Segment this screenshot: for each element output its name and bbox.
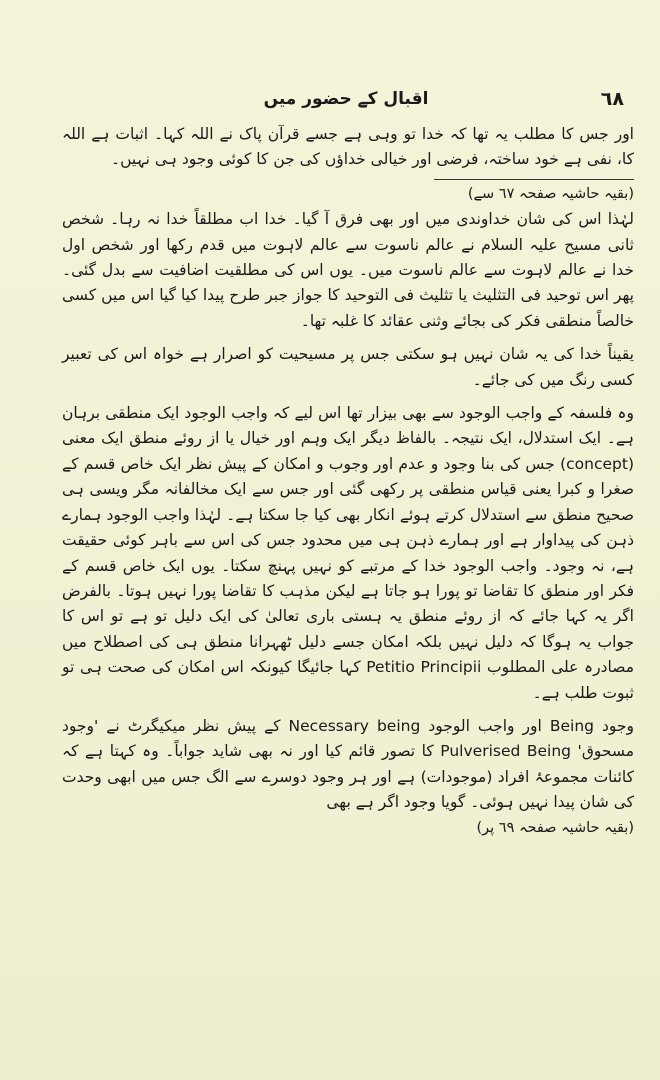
- footnote-paragraph: یقیناً خدا کی یہ شان نہیں ہو سکتی جس پر مسیحیت کو اصرار ہے خواہ اس کی تعبیر کسی رنگ میں کی جائے۔: [62, 345, 634, 389]
- page-header: [60, 88, 632, 118]
- footnote-paragraph: وجود Being اور واجب الوجود Necessary being کے پیش نظر میکیگرٹ نے 'وجود مسحوق' Pulverised Being کا تصور قائم کیا اور نہ بھی شاید جواباً۔ وہ کہتا ہے کہ کائنات مجموعۂ افراد (موجودات) ہے اور ہر وجود دوسرے سے الگ جس میں ابھی وحدت کی شان پیدا نہیں ہوئی۔ گویا وجود اگر ہے بھی: [62, 716, 634, 812]
- footnote-paragraph: لہٰذا اس کی شان خداوندی میں اور بھی فرق آ گیا۔ خدا اب مطلقاً خدا نہ رہا۔ شخص ثانی مسیح علیہ السلام نے عالم ناسوت سے عالم لاہوت میں قدم رکھا اور شخص اول خدا نے عالم لاہوت سے عالم ناسوت میں۔ یوں اس کی مطلقیت اضافیت سے بدل گئی۔ پھر اس توحید فی التثلیث یا تثلیث فی التوحید کا جواز جبر طرح پیدا کیا گیا اس میں کسی خالصاً منطقی فکر کی بجائے وثنی عقائد کا غلبہ تھا۔: [62, 210, 634, 330]
- page-number: ٦٨: [600, 88, 624, 110]
- running-title: اقبال کے حضور میں: [263, 89, 429, 109]
- footnote-continued-label: (بقیہ حاشیہ صفحہ ٦٩ پر): [476, 819, 634, 836]
- main-paragraph: اور جس کا مطلب یہ تھا کہ خدا تو وہی ہے جسے قرآن پاک نے اللہ کہا۔ اثبات ہے اللہ کا، نفی ہے خود ساختہ، فرضی اور خیالی خداؤں کی جن کا کوئی وجود ہی نہیں۔: [62, 125, 634, 169]
- footnote-continuation-label: (بقیہ حاشیہ صفحہ ٦٧ سے): [467, 185, 634, 202]
- page-body: [62, 122, 634, 841]
- footnote-divider: [434, 179, 634, 180]
- footnote-paragraph: وہ فلسفہ کے واجب الوجود سے بھی بیزار تھا اس لیے کہ واجب الوجود ایک منطقی برہان ہے۔ ایک استدلال، ایک نتیجہ۔ بالفاظ دیگر ایک وہم اور خیال یا از روئے منطق ایک معنی (concept) جس کی بنا وجود و عدم اور وجوب و امکان کے پیش نظر ایک خاص قسم کے صغرا و کبرا یعنی قیاس منطقی پر رکھی گئی اور جس سے ایک مخالفانہ مگر ویسی ہی صحیح منطق سے استدلال کرتے ہوئے انکار بھی کیا جا سکتا ہے۔ لہٰذا واجب الوجود ہمارے ذہن کی پیداوار ہے اور ہمارے ذہن ہی میں محدود جس کی اس سے باہر کوئی حقیقت ہے، نہ وجود۔ واجب الوجود خدا کے مرتبے کو نہیں پہنچ سکتا۔ یوں ایک خاص قسم کے فکر اور منطق کا تقاضا تو پورا ہو جاتا ہے لیکن مذہب کا تقاضا پورا نہیں ہوتا۔ بالفرض اگر یہ کہا جائے کہ از روئے منطق یہ ہستی باری تعالیٰ کی ایک دلیل تو ہے تو اس کا جواب یہ ہوگا کہ دلیل نہیں بلکہ امکان جسے دلیل ٹھہرانا منطق ہی کی اصطلاح میں مصادرہ علی المطلوب Petitio Principii کہا جائیگا کیونکہ اس امکان کی صحت ہی تو ثبوت طلب ہے۔: [62, 404, 634, 702]
